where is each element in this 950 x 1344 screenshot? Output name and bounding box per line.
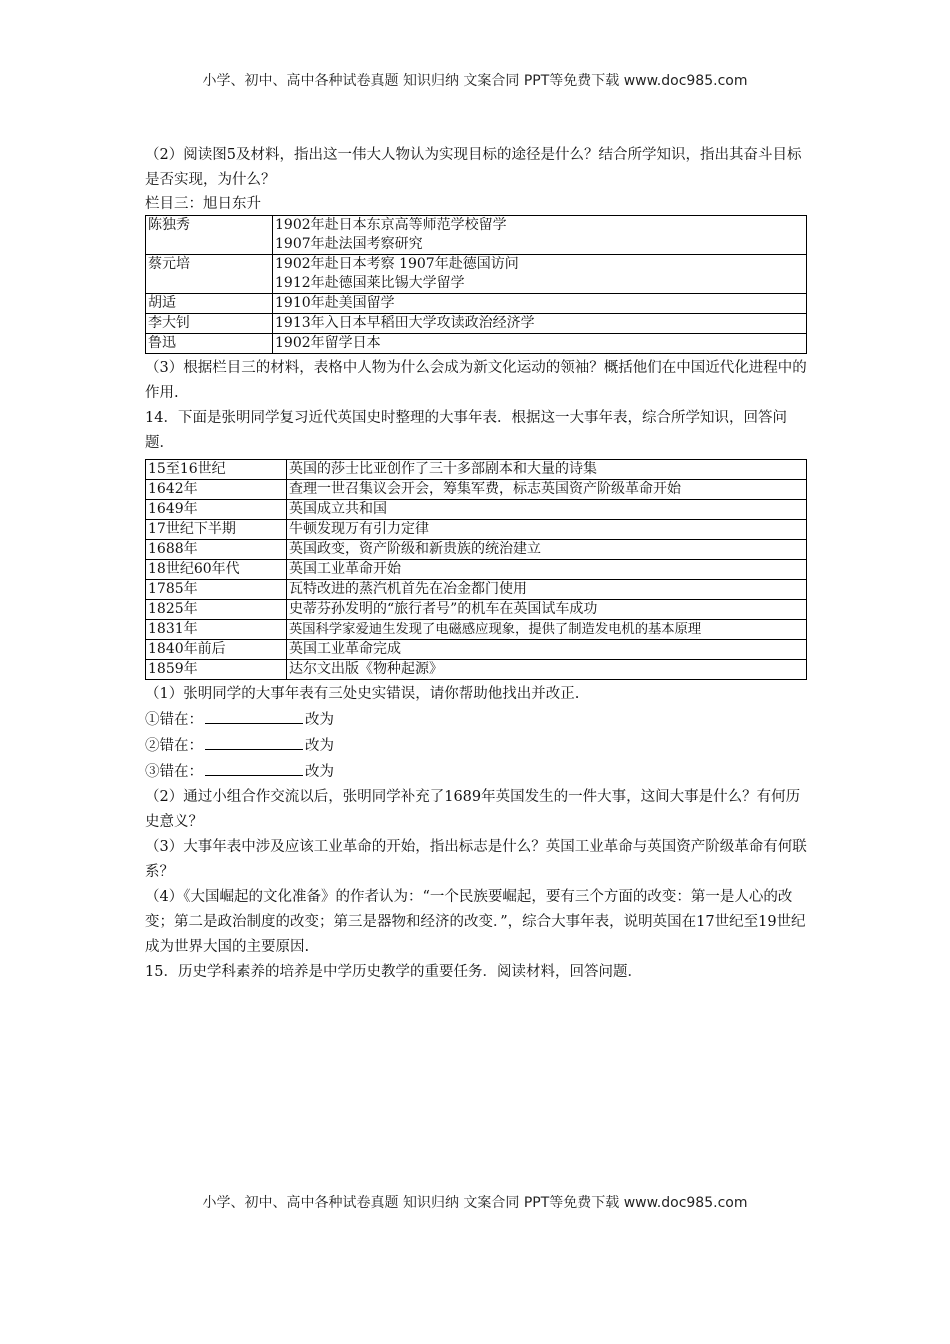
table-row [146, 460, 807, 480]
figure-name: 李大钊 [146, 314, 273, 334]
timeline-time: 1825年 [146, 600, 287, 620]
timeline-time: 1642年 [146, 480, 287, 500]
table-row [146, 480, 807, 500]
answer-blank[interactable] [205, 759, 303, 776]
table-row [146, 255, 807, 294]
figure-name: 胡适 [146, 294, 273, 314]
table-row [146, 314, 807, 334]
timeline-time: 1859年 [146, 660, 287, 680]
figure-experience: 1902年赴日本东京高等师范学校留学 1907年赴法国考察研究 [273, 216, 807, 255]
timeline-time: 1688年 [146, 540, 287, 560]
figure-experience: 1913年入日本早稻田大学攻读政治经济学 [273, 314, 807, 334]
timeline-event: 英国政变，资产阶级和新贵族的统治建立 [287, 540, 807, 560]
timeline-event: 瓦特改进的蒸汽机首先在冶金都门使用 [287, 580, 807, 600]
table-row [146, 660, 807, 680]
table-row [146, 620, 807, 640]
table-row [146, 560, 807, 580]
question-14-3: （3）大事年表中涉及应该工业革命的开始，指出标志是什么？英国工业革命与英国资产阶级革命有何联系？ [145, 839, 807, 880]
figure-name: 蔡元培 [146, 255, 273, 294]
table-row [146, 540, 807, 560]
fill-line-2: ②错在： 改为 [145, 733, 810, 759]
figure-name: 鲁迅 [146, 334, 273, 354]
question-14-1: （1）张明同学的大事年表有三处史实错误，请你帮助他找出并改正. [145, 686, 580, 702]
figure-name: 陈独秀 [146, 216, 273, 255]
fill-line-1: ①错在： 改为 [145, 707, 810, 733]
timeline-event: 达尔文出版《物种起源》 [287, 660, 807, 680]
question-13-2: （2）阅读图5及材料，指出这一伟大人物认为实现目标的途径是什么？结合所学知识，指出其奋斗目标是否实现，为什么？ [145, 147, 802, 188]
answer-blank[interactable] [205, 707, 303, 724]
timeline-time: 18世纪60年代 [146, 560, 287, 580]
timeline-event: 英国工业革命开始 [287, 560, 807, 580]
figure-experience: 1902年赴日本考察 1907年赴德国访问 1912年赴德国莱比锡大学留学 [273, 255, 807, 294]
timeline-event: 史蒂芬孙发明的“旅行者号”的机车在英国试车成功 [287, 600, 807, 620]
figure-experience: 1910年赴美国留学 [273, 294, 807, 314]
timeline-time: 1840年前后 [146, 640, 287, 660]
table-row [146, 216, 807, 255]
timeline-time: 1649年 [146, 500, 287, 520]
table-row [146, 294, 807, 314]
table-row [146, 580, 807, 600]
table-row [146, 600, 807, 620]
question-14-4: （4）《大国崛起的文化准备》的作者认为：“一个民族要崛起，要有三个方面的改变：第一是人心的改变；第二是政治制度的改变；第三是器物和经济的改变．”，综合大事年表，说明英国在17世纪至19世纪成为世界大国的主要原因. [145, 889, 806, 955]
timeline-time: 15至16世纪 [146, 460, 287, 480]
table-figures [145, 215, 807, 354]
figure-experience: 1902年留学日本 [273, 334, 807, 354]
timeline-event: 英国的莎士比亚创作了三十多部剧本和大量的诗集 [287, 460, 807, 480]
question-15: 15．历史学科素养的培养是中学历史教学的重要任务．阅读材料，回答问题． [145, 964, 642, 980]
question-13-3: （3）根据栏目三的材料，表格中人物为什么会成为新文化运动的领袖？概括他们在中国近代化进程中的作用. [145, 360, 807, 401]
page-footer: 小学、初中、高中各种试卷真题 知识归纳 文案合同 PPT等免费下载 www.doc985.com [202, 1195, 748, 1211]
timeline-event: 英国成立共和国 [287, 500, 807, 520]
timeline-time: 17世纪下半期 [146, 520, 287, 540]
table-row [146, 520, 807, 540]
timeline-event: 英国科学家爱迪生发现了电磁感应现象，提供了制造发电机的基本原理 [287, 620, 807, 640]
question-14-2: （2）通过小组合作交流以后，张明同学补充了1689年英国发生的一件大事，这间大事是什么？有何历史意义？ [145, 789, 801, 830]
question-14-intro: 14．下面是张明同学复习近代英国史时整理的大事年表．根据这一大事年表，综合所学知识，回答问题． [145, 410, 787, 451]
table-row [146, 640, 807, 660]
table-row [146, 500, 807, 520]
table-timeline [145, 459, 807, 680]
timeline-event: 查理一世召集议会开会，筹集军费，标志英国资产阶级革命开始 [287, 480, 807, 500]
answer-blank[interactable] [205, 733, 303, 750]
timeline-event: 英国工业革命完成 [287, 640, 807, 660]
section-3-title: 栏目三：旭日东升 [145, 196, 261, 212]
timeline-event: 牛顿发现万有引力定律 [287, 520, 807, 540]
page-header: 小学、初中、高中各种试卷真题 知识归纳 文案合同 PPT等免费下载 www.doc985.com [202, 73, 748, 89]
table-row [146, 334, 807, 354]
document-body [145, 143, 810, 985]
timeline-time: 1785年 [146, 580, 287, 600]
fill-line-3: ③错在： 改为 [145, 759, 810, 785]
timeline-time: 1831年 [146, 620, 287, 640]
